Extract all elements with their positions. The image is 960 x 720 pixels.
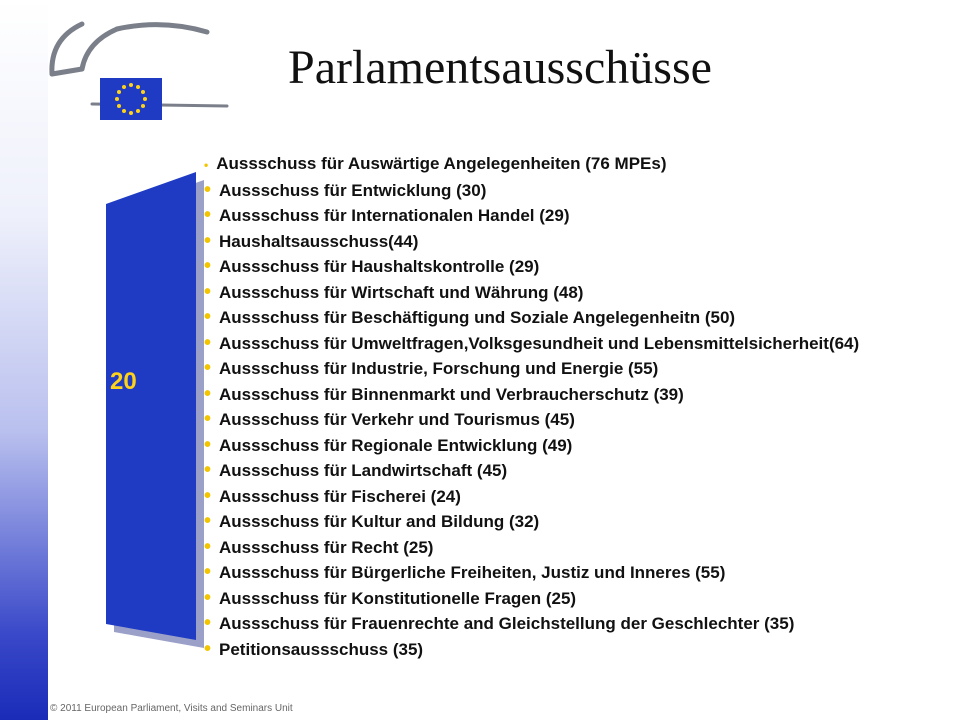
slide-title: Parlamentsausschüsse: [288, 41, 712, 94]
committee-panel-shape: [100, 168, 210, 648]
bullet-icon: •: [204, 433, 212, 456]
list-item: • Petitionsaussschuss (35): [204, 637, 424, 660]
list-item: • Aussschuss für Konstitutionelle Fragen (25): [204, 586, 577, 609]
list-item: • Aussschuss für Landwirtschaft (45): [204, 459, 508, 481]
bullet-icon: •: [204, 280, 212, 303]
bullet-icon: •: [204, 408, 212, 430]
list-item: • Aussschuss für Wirtschaft und Währung (48): [204, 280, 584, 303]
european-parliament-logo: [42, 14, 232, 124]
bullet-icon: •: [204, 561, 212, 583]
list-item: • Aussschuss für Umweltfragen,Volksgesundheit und Lebensmittelsicherheit(64): [204, 331, 860, 354]
list-item: • Aussschuss für Beschäftigung und Soziale Angelegenheitn (50): [204, 306, 736, 328]
bullet-icon: •: [204, 178, 212, 201]
list-item: • Aussschuss für Entwicklung (30): [204, 178, 487, 201]
list-item: • Aussschuss für Frauenrechte and Gleichstellung der Geschlechter (35): [204, 612, 795, 634]
bullet-icon: •: [204, 255, 212, 277]
bullet-icon: •: [204, 535, 212, 558]
bullet-icon: •: [204, 612, 212, 634]
bullet-icon: •: [204, 484, 212, 507]
bullet-icon: •: [204, 204, 212, 226]
bullet-icon: •: [204, 158, 209, 172]
list-item: • Aussschuss für Haushaltskontrolle (29): [204, 255, 540, 277]
bullet-icon: •: [204, 510, 212, 532]
list-item: • Haushaltsausschuss(44): [204, 229, 419, 252]
bullet-icon: •: [204, 637, 212, 660]
bullet-icon: •: [204, 331, 212, 354]
gradient-side-band: [0, 0, 48, 720]
copyright-footer: © 2011 European Parliament, Visits and Seminars Unit: [50, 703, 293, 714]
bullet-icon: •: [204, 586, 212, 609]
bullet-icon: •: [204, 306, 212, 328]
eu-flag-icon: [100, 78, 162, 120]
bullet-icon: •: [204, 459, 212, 481]
list-item: • Aussschuss für Verkehr und Tourismus (45): [204, 408, 575, 430]
list-item: • Aussschuss für Binnenmarkt und Verbraucherschutz (39): [204, 382, 684, 405]
list-item: • Aussschuss für Recht (25): [204, 535, 434, 558]
list-item: • Aussschuss für Regionale Entwicklung (49): [204, 433, 573, 456]
list-item: • Aussschuss für Bürgerliche Freiheiten, Justiz und Inneres (55): [204, 561, 726, 583]
list-item: • Aussschuss für Internationalen Handel (29): [204, 204, 570, 226]
list-item: • Aussschuss für Industrie, Forschung und Energie (55): [204, 357, 659, 379]
bullet-icon: •: [204, 357, 212, 379]
list-item: • Aussschuss für Fischerei (24): [204, 484, 461, 507]
bullet-icon: •: [204, 229, 212, 252]
committee-count: 20: [110, 368, 137, 395]
list-item: • Aussschuss für Auswärtige Angelegenheiten (76 MPEs): [204, 154, 667, 173]
committee-list: [204, 152, 914, 662]
bullet-icon: •: [204, 382, 212, 405]
list-item: • Aussschuss für Kultur and Bildung (32): [204, 510, 540, 532]
